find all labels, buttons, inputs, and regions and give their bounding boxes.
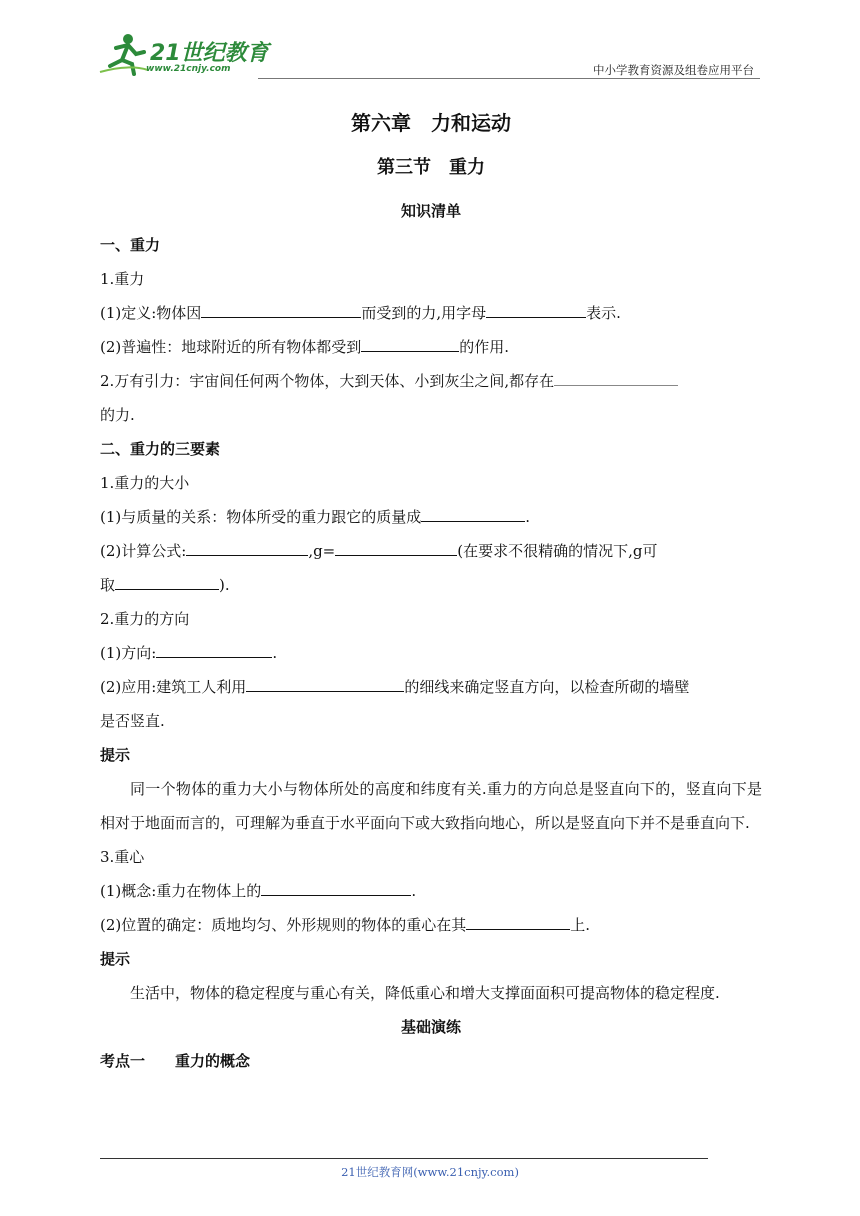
application-line: (2)应用:建筑工人利用 的细线来确定竖直方向，以检查所砌的墙壁 bbox=[100, 670, 762, 704]
section-title: 第三节 重力 bbox=[377, 157, 485, 178]
item-direction: 2.重力的方向 bbox=[100, 610, 190, 628]
blank-field[interactable] bbox=[186, 537, 308, 556]
blank-field[interactable] bbox=[466, 911, 570, 930]
application-line-end: 是否竖直. bbox=[100, 712, 165, 730]
header-divider bbox=[258, 78, 760, 79]
tip-label: 提示 bbox=[100, 746, 131, 764]
cog-concept-line: (1)概念:重力在物体上的 . bbox=[100, 874, 762, 908]
logo-url: www.21cnjy.com bbox=[146, 64, 231, 74]
blank-field[interactable] bbox=[261, 877, 411, 896]
page-header bbox=[0, 0, 860, 80]
blank-field[interactable] bbox=[361, 333, 459, 352]
heading-three-elements: 二、重力的三要素 bbox=[100, 440, 221, 458]
definition-line: (1)定义:物体因 而受到的力,用字母 表示. bbox=[100, 296, 762, 330]
blank-field[interactable] bbox=[335, 537, 457, 556]
item-magnitude: 1.重力的大小 bbox=[100, 474, 190, 492]
direction-line: (1)方向: . bbox=[100, 636, 762, 670]
blank-field[interactable] bbox=[421, 503, 525, 522]
universal-gravitation-line-end: 的力. bbox=[100, 406, 135, 424]
universality-line: (2)普遍性：地球附近的所有物体都受到 的作用. bbox=[100, 330, 762, 364]
blank-field[interactable] bbox=[486, 299, 586, 318]
formula-line-cont: 取 ). bbox=[100, 568, 762, 602]
blank-field[interactable] bbox=[246, 673, 404, 692]
tip-label: 提示 bbox=[100, 950, 131, 968]
cog-position-line: (2)位置的确定：质地均匀、外形规则的物体的重心在其 上. bbox=[100, 908, 762, 942]
document-body bbox=[100, 104, 762, 1078]
universal-gravitation-line: 2.万有引力：宇宙间任何两个物体，大到天体、小到灰尘之间,都存在 bbox=[100, 364, 762, 398]
item-center-of-gravity: 3.重心 bbox=[100, 848, 145, 866]
tip-paragraph: 同一个物体的重力大小与物体所处的高度和纬度有关.重力的方向总是竖直向下的，竖直向下是相对于地面而言的，可理解为垂直于水平面向下或大致指向地心，所以是竖直向下并不是垂直向下. bbox=[100, 780, 762, 832]
footer-divider bbox=[100, 1158, 708, 1159]
heading-gravity: 一、重力 bbox=[100, 236, 161, 254]
blank-field[interactable] bbox=[201, 299, 361, 318]
formula-line: (2)计算公式: ,g= (在要求不很精确的情况下,g可 bbox=[100, 534, 762, 568]
item-gravity: 1.重力 bbox=[100, 270, 145, 288]
blank-field[interactable] bbox=[115, 571, 219, 590]
mass-relation-line: (1)与质量的关系：物体所受的重力跟它的质量成 . bbox=[100, 500, 762, 534]
platform-name: 中小学教育资源及组卷应用平台 bbox=[593, 63, 754, 77]
key-point-heading: 考点一 重力的概念 bbox=[100, 1052, 251, 1070]
blank-field[interactable] bbox=[156, 639, 272, 658]
practice-title: 基础演练 bbox=[400, 1018, 461, 1036]
blank-field[interactable] bbox=[554, 367, 678, 386]
footer-link[interactable]: 21世纪教育网(www.21cnjy.com) bbox=[341, 1165, 519, 1179]
knowledge-list-title: 知识清单 bbox=[400, 202, 461, 220]
chapter-title: 第六章 力和运动 bbox=[351, 111, 511, 135]
tip-paragraph: 生活中，物体的稳定程度与重心有关，降低重心和增大支撑面面积可提高物体的稳定程度. bbox=[130, 984, 720, 1002]
logo-text: 21世纪教育 bbox=[150, 41, 269, 66]
